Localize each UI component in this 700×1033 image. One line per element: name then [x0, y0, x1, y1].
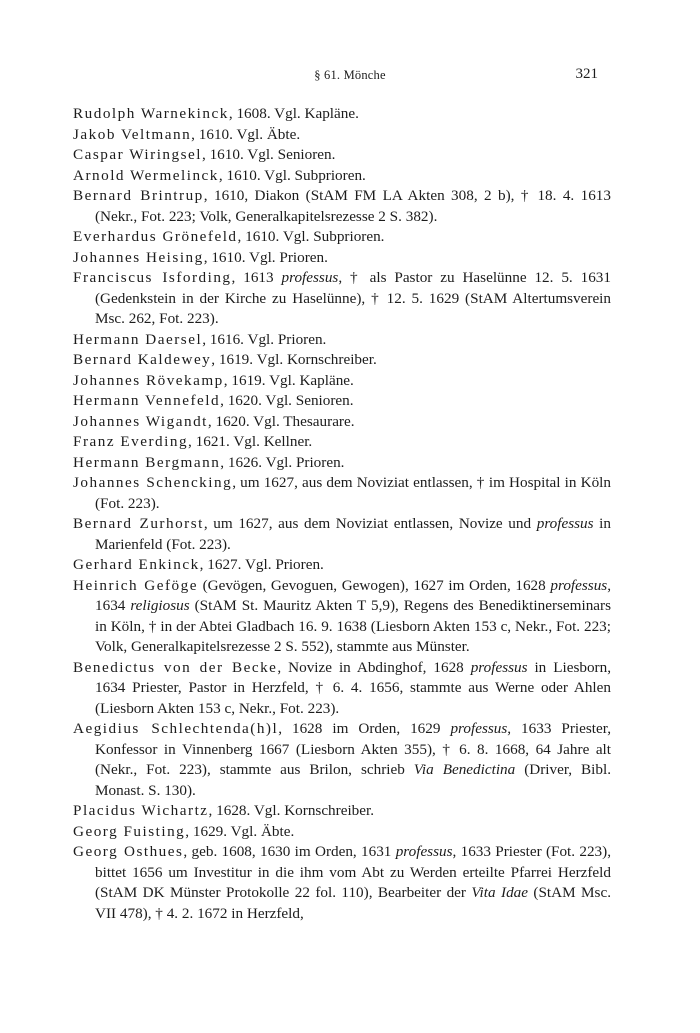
italic-term: professus [470, 658, 528, 676]
monk-name: Bernard Brintrup [73, 187, 204, 204]
entry-text: , 1610. Vgl. Subprioren. [218, 166, 366, 184]
monk-name: Gerhard Enkinck [73, 556, 200, 573]
monk-entry [73, 104, 611, 125]
entry-text: , † als Pastor zu Haselünne 12. 5. 1631 (Gedenkstein in der Kirche zu Haselünne), † 12. 5. 1629 (StAM Altertumsverein Msc. 262, Fot. 223). [95, 269, 611, 327]
monk-name: Rudolph Warnekinck [73, 105, 229, 122]
monk-name: Heinrich Geföge [73, 576, 198, 594]
monk-entry [73, 842, 611, 924]
running-head [0, 66, 700, 86]
entry-text: , geb. 1608, 1630 im Orden, 1631 [183, 843, 396, 860]
italic-term: religiosus [130, 597, 190, 614]
monk-name: Hermann Bergmann [73, 453, 221, 471]
monk-entry [73, 576, 611, 658]
entry-text: , 1610. Vgl. Senioren. [201, 146, 336, 163]
monk-name: Franciscus Isfording [73, 269, 232, 286]
entry-text: (StAM Msc. VII 478), † 4. 2. 1672 in Herzfeld, [95, 884, 611, 922]
monk-name: Placidus Wichartz [73, 802, 209, 819]
entry-text: , 1608. Vgl. Kapläne. [228, 105, 359, 122]
entry-text: , 1619. Vgl. Kapläne. [223, 371, 354, 389]
italic-term: professus [281, 269, 339, 286]
monk-entry [73, 658, 611, 720]
entry-text: , 1628. Vgl. Kornschreiber. [208, 802, 375, 819]
monk-name: Bernard Kaldewey [73, 351, 212, 368]
monk-entry [73, 227, 611, 248]
entry-list [73, 104, 611, 924]
monk-entry [73, 145, 611, 166]
entry-text: , Novize in Abdinghof, 1628 [277, 658, 471, 676]
entry-text: , 1616. Vgl. Prioren. [202, 330, 327, 348]
monk-entry [73, 432, 611, 453]
entry-text: in Marienfeld (Fot. 223). [95, 515, 611, 553]
entry-text: , 1610. Vgl. Äbte. [191, 125, 301, 143]
monk-name: Georg Osthues [73, 843, 184, 860]
section-title: § 61. Mönche [314, 68, 386, 82]
monk-entry [73, 371, 611, 392]
entry-text: , 1610. Vgl. Prioren. [203, 248, 328, 266]
monk-name: Johannes Wigandt [73, 412, 208, 430]
italic-term: Via Benedictina [413, 761, 516, 778]
monk-name: Benedictus von der Becke [73, 658, 278, 676]
monk-entry [73, 473, 611, 514]
italic-term: professus [536, 515, 594, 532]
entry-text: , 1626. Vgl. Prioren. [220, 453, 345, 471]
monk-name: Franz Everding [73, 433, 189, 450]
entry-text: , 1628 im Orden, 1629 [278, 720, 451, 737]
monk-entry [73, 514, 611, 555]
monk-entry [73, 268, 611, 330]
monk-name: Arnold Wermelinck [73, 166, 219, 184]
italic-term: professus [550, 576, 608, 594]
monk-entry [73, 391, 611, 412]
monk-name: Everhardus Grönefeld [73, 228, 238, 245]
monk-entry [73, 412, 611, 433]
monk-name: Hermann Vennefeld [73, 392, 221, 409]
monk-entry [73, 453, 611, 474]
italic-term: Vita Idae [471, 884, 528, 901]
entry-text: , 1610. Vgl. Subprioren. [237, 228, 385, 245]
monk-entry [73, 822, 611, 843]
monk-name: Johannes Rövekamp [73, 371, 224, 389]
page-number: 321 [575, 66, 598, 82]
monk-name: Johannes Heising [73, 248, 204, 266]
monk-entry [73, 186, 611, 227]
entry-text: (StAM St. Mauritz Akten T 5,9), Regens des Benediktinerseminars in Köln, † in der Abtei Gladbach 16. 9. 1638 (Liesborn Akten 153 c, Nekr., Fot. 223; Volk, Generalkapitelsrezesse 2 S. 552), stammte aus Münster. [95, 597, 612, 655]
entry-text: , 1620. Vgl. Senioren. [220, 392, 354, 409]
monk-entry [73, 166, 611, 187]
monk-entry [73, 801, 611, 822]
monk-entry [73, 555, 611, 576]
monk-entry [73, 350, 611, 371]
monk-name: Aegidius Schlechtenda(h)l [73, 720, 279, 737]
entry-text: , 1620. Vgl. Thesaurare. [207, 412, 355, 430]
monk-name: Jakob Veltmann [73, 125, 192, 143]
monk-entry [73, 330, 611, 351]
monk-name: Caspar Wiringsel [73, 146, 202, 163]
entry-text: , um 1627, aus dem Noviziat entlassen, † im Hospital in Köln (Fot. 223). [95, 474, 611, 512]
entry-text: (Driver, Bibl. Monast. S. 130). [95, 761, 611, 799]
entry-text: , um 1627, aus dem Noviziat entlassen, Novize und [203, 515, 537, 532]
monk-entry [73, 125, 611, 146]
entry-text: , 1619. Vgl. Kornschreiber. [211, 351, 377, 368]
italic-term: professus [450, 720, 508, 737]
entry-text: , 1610, Diakon (StAM FM LA Akten 308, 2 b), † 18. 4. 1613 (Nekr., Fot. 223; Volk, Generalkapitelsrezesse 2 S. 382). [95, 187, 611, 225]
entry-text: , 1629. Vgl. Äbte. [185, 822, 295, 840]
entry-text: , 1627. Vgl. Prioren. [199, 556, 324, 573]
entry-text: in Liesborn, 1634 Priester, Pastor in Herzfeld, † 6. 4. 1656, stammte aus Werne oder Ahlen (Liesborn Akten 153 c, Nekr., Fot. 223). [95, 658, 611, 717]
monk-name: Georg Fuisting [73, 822, 186, 840]
entry-text: , 1634 [95, 576, 611, 614]
entry-text: , 1613 [231, 269, 282, 286]
monk-name: Johannes Schencking [73, 474, 233, 491]
entry-text: , 1633 Priester, Konfessor in Vinnenberg 1667 (Liesborn Akten 355), † 6. 8. 1668, 64 Jahre alt (Nekr., Fot. 223), stammte aus Brilon, schrieb [95, 720, 611, 778]
italic-term: professus [395, 843, 453, 860]
entry-text: , 1633 Priester (Fot. 223), bittet 1656 um Investitur in die ihm vom Abt zu Werden erteilte Pfarrei Herzfeld (StAM DK Münster Protokolle 22 fol. 110), Bearbeiter der [95, 843, 611, 901]
monk-name: Bernard Zurhorst [73, 515, 204, 532]
monk-name: Hermann Daersel [73, 330, 203, 348]
entry-text: (Gevögen, Gevoguen, Gewogen), 1627 im Orden, 1628 [197, 576, 551, 594]
monk-entry [73, 248, 611, 269]
monk-entry [73, 719, 611, 801]
entry-text: , 1621. Vgl. Kellner. [188, 433, 313, 450]
